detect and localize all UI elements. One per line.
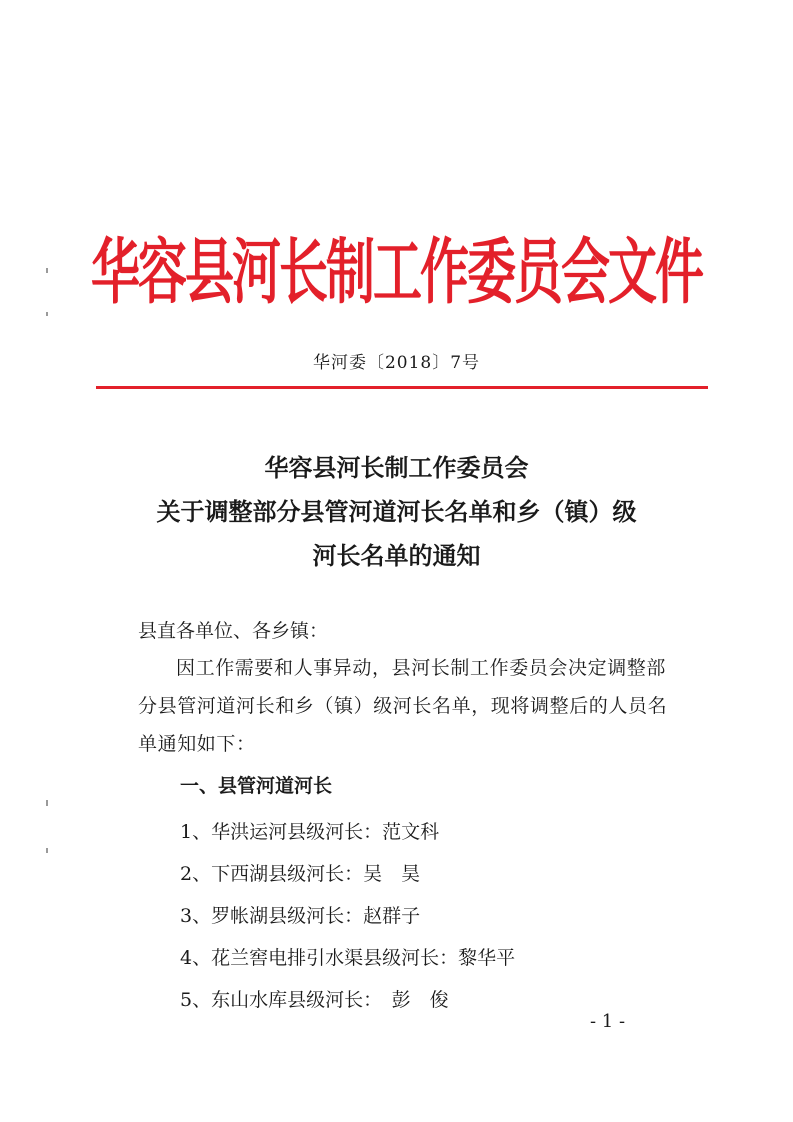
list-item: 2、下西湖县级河长：吴 昊 (180, 863, 421, 885)
header-divider (96, 386, 708, 389)
list-item: 4、花兰窖电排引水渠县级河长：黎华平 (180, 947, 516, 969)
salutation: 县直各单位、各乡镇： (138, 620, 329, 642)
notice-title-line: 关于调整部分县管河道河长名单和乡（镇）级 (156, 497, 637, 526)
river-chief-list (180, 811, 515, 1021)
notice-title (0, 446, 793, 578)
section-heading: 一、县管河道河长 (180, 775, 333, 797)
document-header-title: 华容县河长制工作委员会文件 (90, 231, 702, 314)
page-number: - 1 - (590, 1011, 626, 1032)
notice-title-line: 河长名单的通知 (312, 541, 481, 570)
scan-mark (46, 800, 48, 806)
body-paragraph: 因工作需要和人事异动，县河长制工作委员会决定调整部分县管河道河长和乡（镇）级河长名单，现将调整后的人员名单通知如下： (138, 657, 668, 755)
list-item: 1、华洪运河县级河长：范文科 (180, 821, 440, 843)
list-item: 5、东山水库县级河长： 彭 俊 (180, 989, 449, 1011)
document-number: 华河委〔2018〕7号 (312, 353, 481, 373)
list-item: 3、罗帐湖县级河长：赵群子 (180, 905, 421, 927)
notice-title-line: 华容县河长制工作委员会 (264, 453, 529, 482)
scan-mark (46, 848, 48, 853)
